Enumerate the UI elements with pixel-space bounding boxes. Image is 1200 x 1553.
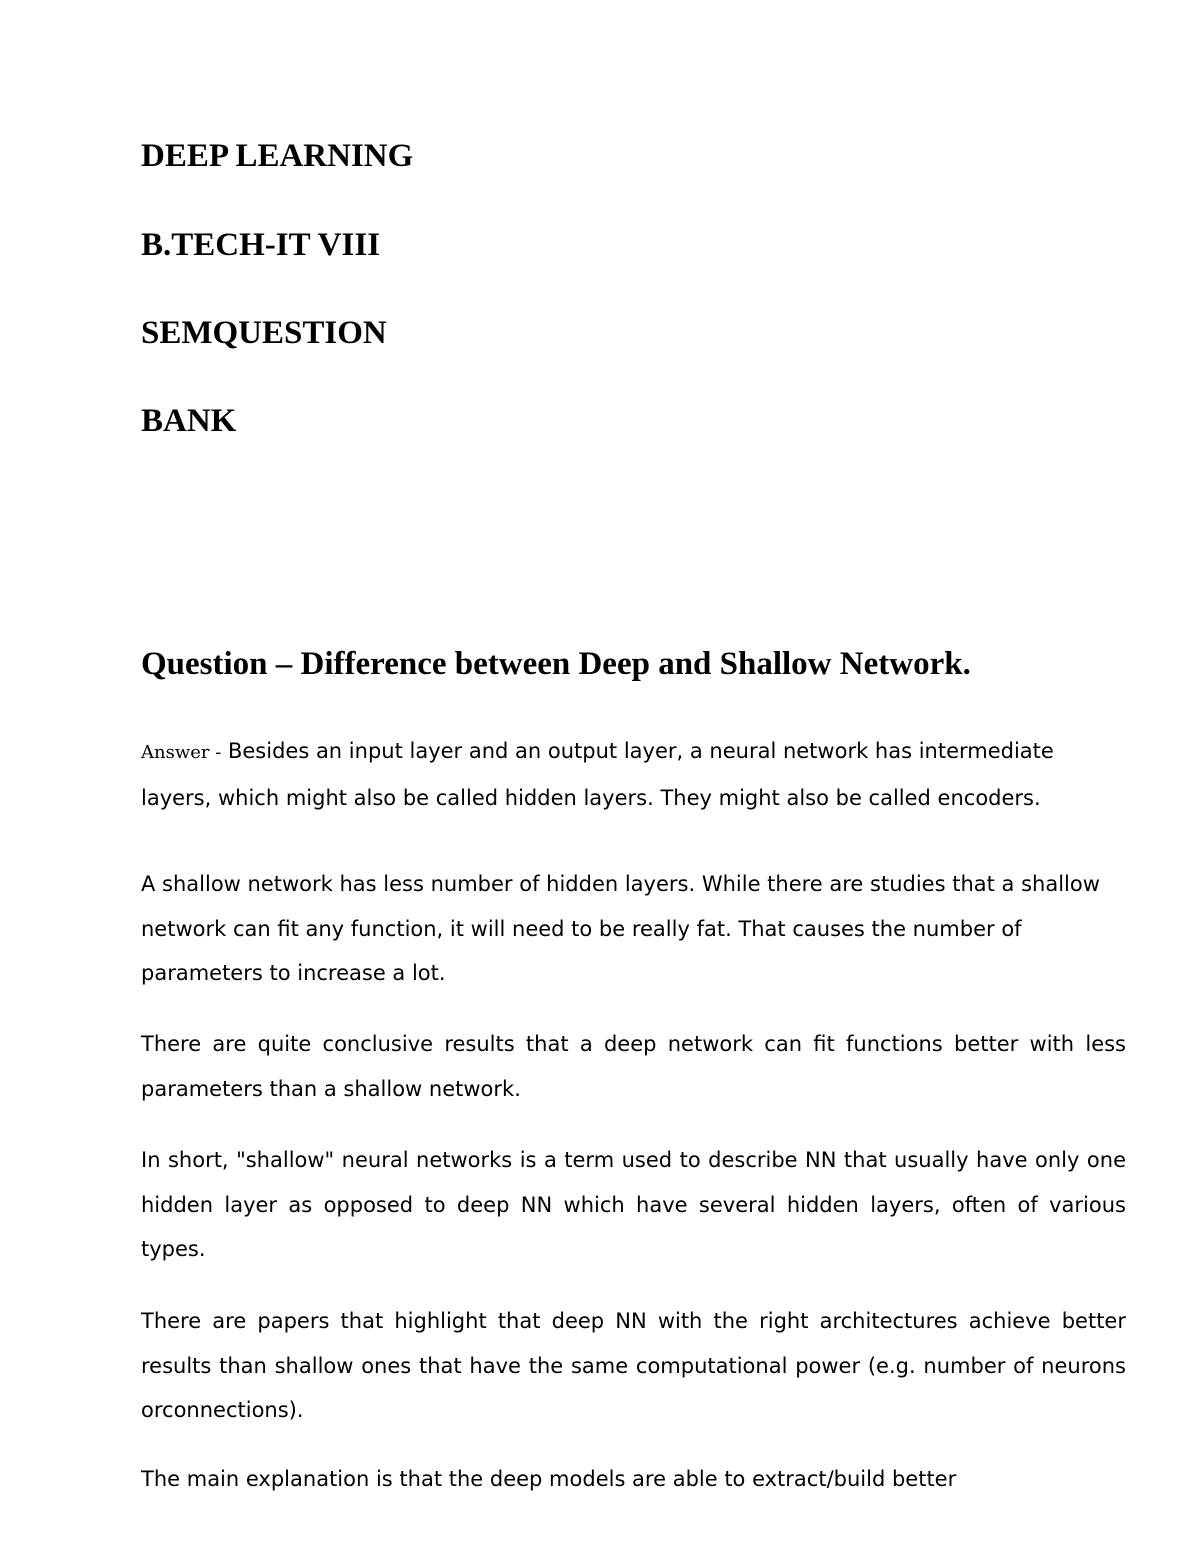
title-line-4: BANK — [141, 403, 237, 439]
title-line-3: SEMQUESTION — [141, 315, 387, 351]
title-line-2: B.TECH-IT VIII — [141, 227, 381, 263]
paragraph-shallow: A shallow network has less number of hidden layers. While there are studies that a shallow network can fit any function, it will need to be really fat. That causes the number of parameters to increase a lot. — [141, 872, 1100, 985]
answer-paragraph — [141, 729, 1126, 820]
answer-intro: Besides an input layer and an output layer, a neural network has intermediate layers, which might also be called hidden layers. They might also be called encoders. — [141, 739, 1054, 810]
question-heading: Question – Difference between Deep and Shallow Network. — [141, 646, 971, 682]
title-line-1: DEEP LEARNING — [141, 138, 414, 174]
paragraph-explanation: The main explanation is that the deep models are able to extract/build better — [141, 1467, 957, 1491]
paragraph-conclusive: There are quite conclusive results that a deep network can fit functions better with less parameters than a shallow network. — [141, 1032, 1126, 1101]
paragraph-short: In short, "shallow" neural networks is a term used to describe NN that usually have only one hidden layer as opposed to deep NN which have several hidden layers, often of various types. — [141, 1148, 1126, 1261]
paragraph-papers: There are papers that highlight that deep NN with the right architectures achieve better results than shallow ones that have the same computational power (e.g. number of neurons orconnections). — [141, 1309, 1126, 1422]
answer-label: Answer - — [141, 742, 222, 763]
